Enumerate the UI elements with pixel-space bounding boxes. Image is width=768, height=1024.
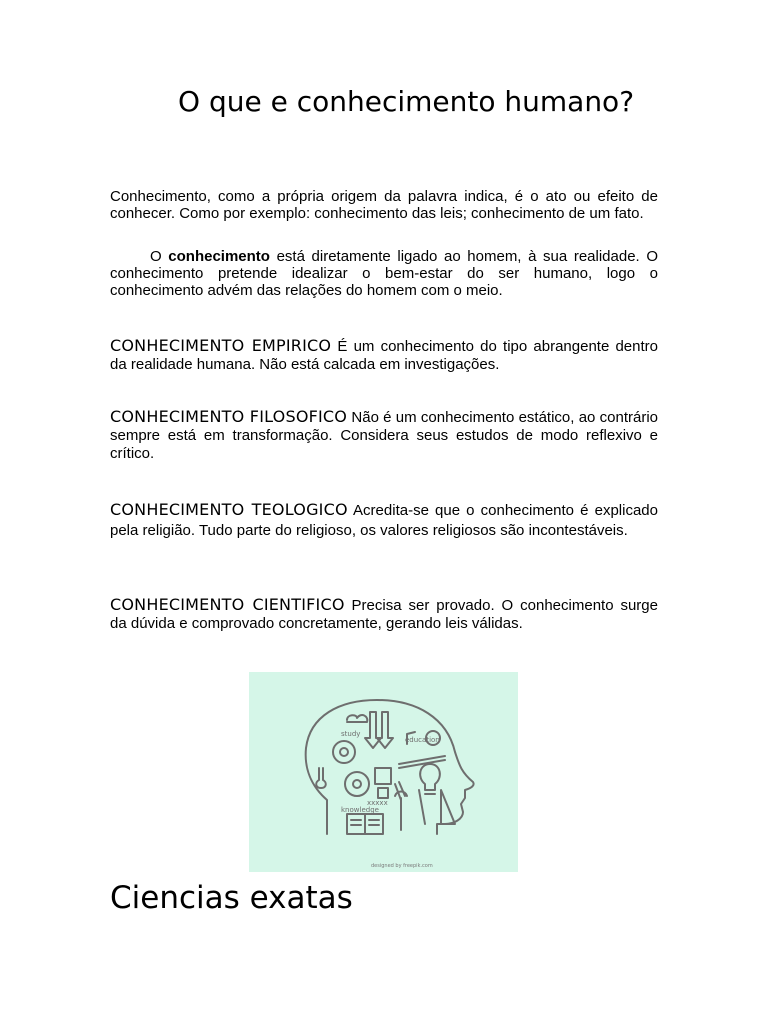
knowledge-head-illustration — [249, 672, 518, 872]
arrow-down-icon-2 — [377, 712, 393, 748]
section-text-cientifico: Precisa ser provado. O conhecimento surge da dúvida e comprovado concretamente, gerando leis válidas. — [110, 597, 658, 632]
second-paragraph-rest: está diretamente ligado ao homem, à sua realidade. O conhecimento pretende idealizar o bem-estar do ser humano, logo o conhecimento advém das relações do homem com o meio. — [110, 248, 658, 299]
wrench-icon — [395, 792, 407, 831]
section-heading-empirico: CONHECIMENTO EMPIRICO — [110, 336, 332, 355]
section-heading-cientifico: CONHECIMENTO CIENTIFICO — [110, 595, 345, 614]
section-heading-filosofico: CONHECIMENTO FILOSOFICO — [110, 407, 348, 426]
section-text-filosofico: Não é um conhecimento estático, ao contrário sempre está em transformação. Considera seus estudos de modo reflexivo e crítico. — [110, 409, 659, 462]
ruler-icon — [419, 790, 425, 824]
section-heading-ciencias-exatas: Ciencias exatas — [110, 880, 353, 916]
second-paragraph-start: O — [150, 248, 169, 265]
section-text-empirico: É um conhecimento do tipo abrangente dentro da realidade humana. Não está calcada em investigações. — [110, 338, 659, 373]
gear-icon-2 — [345, 772, 369, 796]
lightbulb-icon — [420, 764, 440, 790]
document-title — [110, 84, 670, 120]
triangle-ruler-icon — [441, 790, 455, 824]
head-line-art — [249, 672, 518, 872]
section-text-teologico: Acredita-se que o conhecimento é explicado pela religião. Tudo parte do religioso, os valores religiosos são incontestáveis. — [110, 502, 658, 539]
label-education: education — [405, 736, 440, 744]
section-heading-teologico: CONHECIMENTO TEOLOGICO — [110, 500, 348, 519]
second-paragraph — [110, 248, 658, 299]
intro-paragraph: Conhecimento, como a própria origem da palavra indica, é o ato ou efeito de conhecer. Como por exemplo: conhecimento das leis; conhecimento de um fato. — [110, 188, 658, 222]
computer-icon — [375, 768, 391, 784]
illustration-credit: designed by freepik.com — [371, 863, 433, 869]
gear-icon — [333, 741, 355, 763]
label-xxxxx: xxxxx — [367, 799, 388, 807]
section-empirico — [110, 337, 658, 374]
document-title-text: O que e conhecimento humano? — [178, 85, 635, 118]
label-knowledge: knowledge — [341, 806, 379, 814]
bold-keyword: conhecimento — [168, 248, 270, 265]
label-study: study — [341, 730, 361, 738]
section-teologico — [110, 500, 658, 541]
flask-icon — [316, 768, 326, 788]
section-filosofico — [110, 408, 658, 463]
cloud-icon — [347, 715, 367, 722]
section-cientifico — [110, 596, 658, 633]
